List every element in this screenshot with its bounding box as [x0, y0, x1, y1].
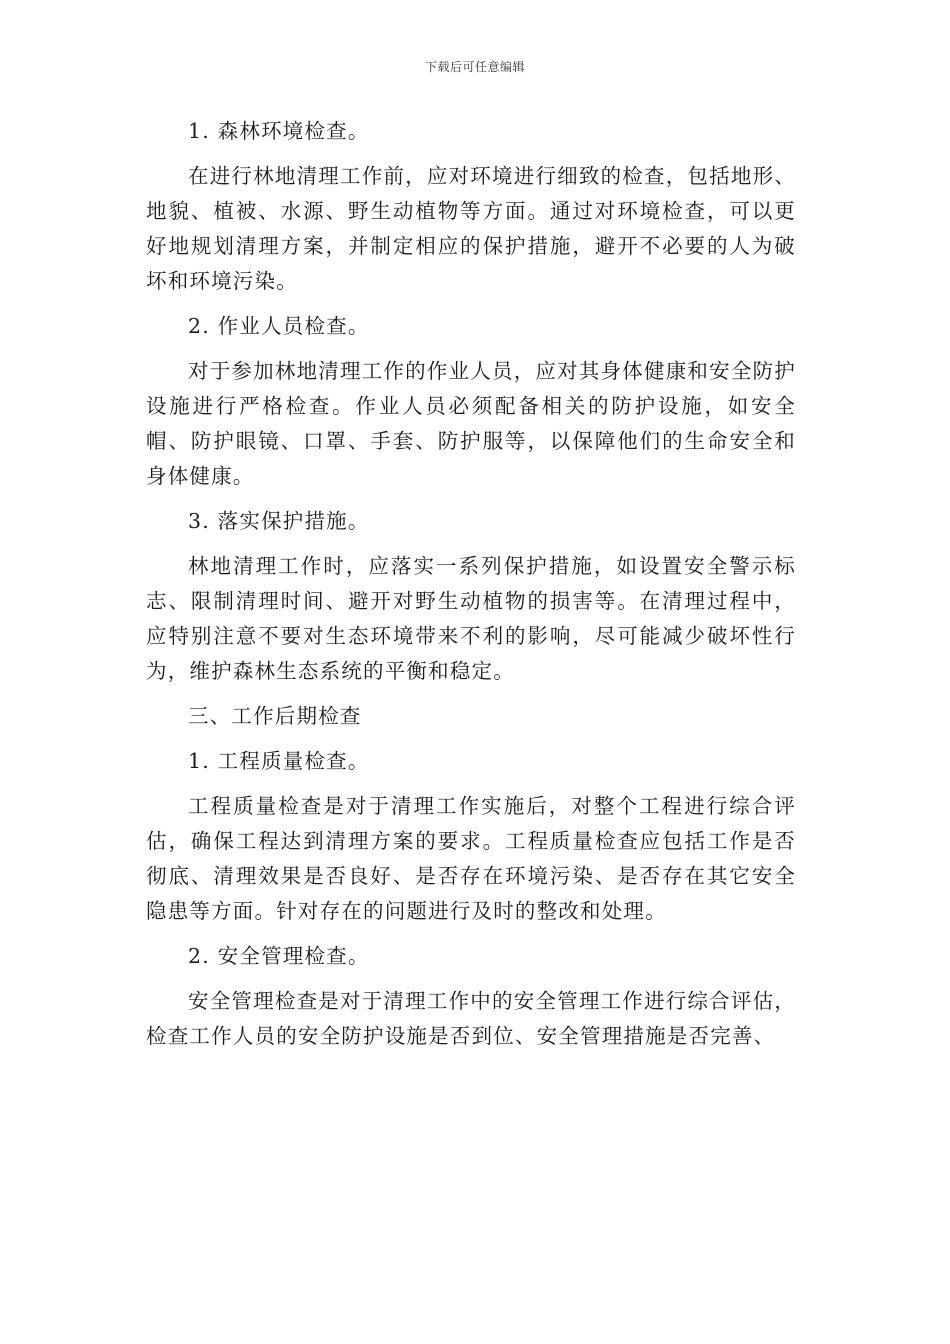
heading-safety-management: 2. 安全管理检查。	[188, 944, 370, 968]
paragraph-quality-check: 工程质量检查是对于清理工作实施后，对整个工程进行综合评估，确保工程达到清理方案的要求。工程质量检查应包括工作是否彻底、清理效果是否良好、是否存在环境污染、是否存在其它安全隐患等方面。针对存在的问题进行及时的整改和处理。	[146, 794, 796, 923]
paragraph-worker-check: 对于参加林地清理工作的作业人员，应对其身体健康和安全防护设施进行严格检查。作业人员必须配备相关的防护设施，如安全帽、防护眼镜、口罩、手套、防护服等，以保障他们的生命安全和身体健康。	[146, 359, 796, 488]
document-body	[146, 114, 796, 1054]
paragraph-protection-measures: 林地清理工作时，应落实一系列保护措施，如设置安全警示标志、限制清理时间、避开对野生动植物的损害等。在清理过程中，应特别注意不要对生态环境带来不利的影响，尽可能减少破坏性行为，维护森林生态系统的平衡和稳定。	[146, 554, 796, 683]
paragraph-safety-management: 安全管理检查是对于清理工作中的安全管理工作进行综合评估，检查工作人员的安全防护设施是否到位、安全管理措施是否完善、	[146, 989, 796, 1048]
page-header: 下载后可任意编辑	[424, 60, 525, 74]
paragraph-forest-environment: 在进行林地清理工作前，应对环境进行细致的检查，包括地形、地貌、植被、水源、野生动植物等方面。通过对环境检查，可以更好地规划清理方案，并制定相应的保护措施，避开不必要的人为破坏和环境污染。	[146, 164, 796, 293]
heading-quality-check: 1. 工程质量检查。	[188, 749, 370, 773]
heading-forest-environment: 1. 森林环境检查。	[188, 119, 370, 143]
section-heading-post-work: 三、工作后期检查	[188, 704, 362, 728]
heading-protection-measures: 3. 落实保护措施。	[188, 509, 370, 533]
heading-worker-check: 2. 作业人员检查。	[188, 314, 370, 338]
